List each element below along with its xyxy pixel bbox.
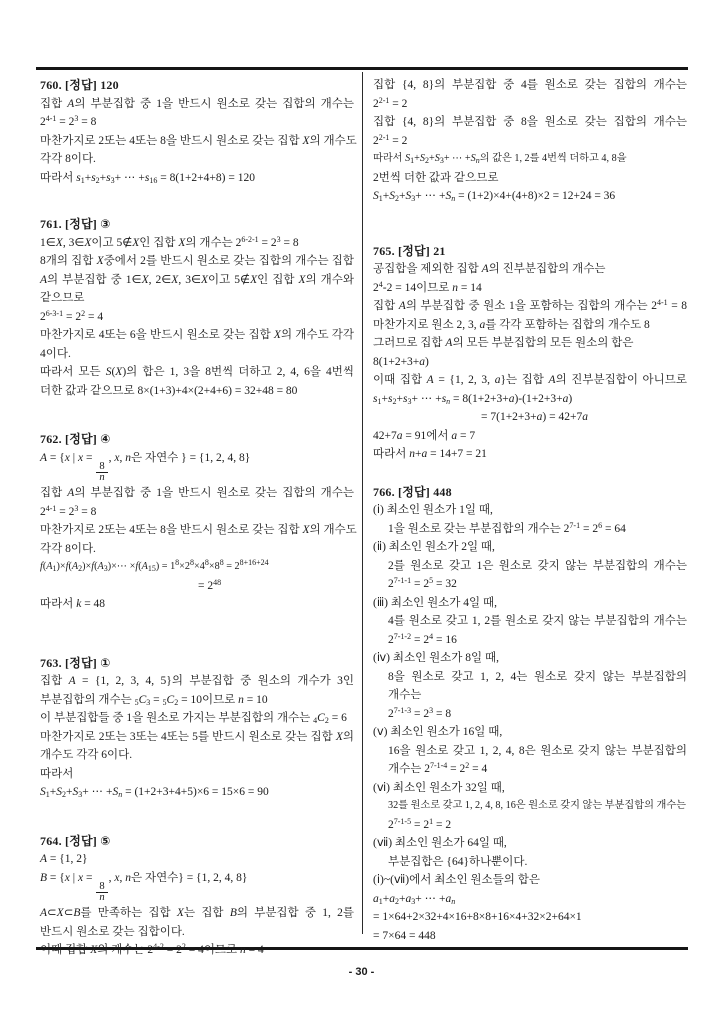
solution-762	[40, 430, 357, 614]
solution-line: 마찬가지로 4또는 6을 반드시 원소로 갖는 집합 X의 개수도 각각	[40, 329, 355, 341]
answer-label: [정답]	[398, 243, 430, 258]
solution-761	[40, 215, 354, 400]
solution-line: 이때 집합 A = {1, 2, 3, a}는 집합 A의 진부분집합이 아니므로	[373, 374, 687, 386]
solution-line: = 7(1+2+3+a) = 42+7a	[481, 411, 588, 423]
solution-line: 8개의 집합 X중에서 2를 반드시 원소로 갖는 집합의 개수는 집합	[40, 255, 355, 267]
problem-number: 762.	[40, 432, 62, 446]
answer-value: ⑤	[100, 833, 111, 848]
solution-line: 따라서 $S_1+S_2+S_3+$ ⋯ $+S_n$의 값은 1, 2를 4번씩 더하고 4, 8을	[373, 153, 627, 165]
solution-header	[40, 654, 354, 673]
solution-763	[40, 654, 354, 802]
solution-line: 8(1+2+3+a)	[373, 355, 429, 368]
solution-line: = 7×64 = 448	[373, 929, 436, 942]
solution-line: $2^{7-1-2} = 2^4 = 16$	[388, 631, 457, 646]
solution-line: 2번씩 더한 값과 같으므로	[373, 171, 499, 184]
problem-number: 761.	[40, 217, 62, 231]
solution-line: 1∈X, 3∈X이고 5∉X인 집합 X의 개수는 $2^{6-2-1} = 2^3 = 8$	[40, 234, 299, 249]
solution-line: 이때 집합 X의 개수는 $2^{4-2} = 2^2 = 4$이므로 n = 4	[40, 942, 264, 957]
problem-number: 760.	[40, 78, 62, 92]
solution-line: A의 부분집합 중 1∈X, 2∈X, 3∈X이고 5∉X인 집합 X의 개수와	[40, 273, 355, 286]
solution-line: 부분집합의 개수는 $_5C_3 = _5C_2 = 10$이므로 n = 10	[40, 693, 268, 707]
solution-line: 따라서 모든 S(X)의 합은 1, 3을 8번씩 더하고 2, 4, 6을 4번씩	[40, 366, 355, 378]
fraction: $\frac{8}{n}$	[96, 882, 107, 905]
solution-line: 따라서 k = 48	[40, 598, 106, 611]
solution-line: A = {x | x = $\frac{8}{n}$ , x, n은 자연수 } = {1, 2, 4, 8}	[40, 451, 251, 484]
solution-line: 더한 값과 같으므로 8×(1+3)+4×(2+4+6) = 32+48 = 80	[40, 384, 298, 397]
solution-line: 따라서 $s_1+s_2+s_3+$ ⋯ $+s_{16} = 8(1+2+4+8) = 120$	[40, 171, 255, 185]
solution-line: 같으므로	[40, 292, 85, 304]
solution-line: 1을 원소로 갖는 부분집합의 개수는 $2^{7-1} = 2^6 = 64$	[388, 520, 626, 535]
problem-number: 766.	[373, 484, 395, 499]
problem-number: 764.	[40, 833, 62, 848]
solution-line: 16을 원소로 갖고 1, 2, 4, 8은 원소로 갖지 않는 부분집합의	[388, 744, 687, 757]
solution-line: (ⅲ) 최소인 원소가 4일 때,	[373, 596, 497, 609]
solution-line: 2를 원소로 갖고 1은 원소로 갖지 않는 부분집합의 개수는	[388, 559, 687, 572]
page-number: - 30 -	[348, 966, 375, 978]
solution-line: 집합 {4, 8}의 부분집합 중 4를 원소로 갖는 집합의 개수는	[373, 79, 687, 91]
solution-line: 반드시 원소로 갖는 집합이다.	[40, 925, 185, 938]
solution-line: A⊂X⊂B를 만족하는 집합 X는 집합 B의 부분집합 중 1, 2를	[40, 907, 355, 920]
solution-header	[373, 242, 687, 261]
solution-line: 8을 원소로 갖고 1, 2, 4는 원소로 갖지 않는 부분집합의	[388, 670, 687, 683]
solution-line: (ⅶ) 최소인 원소가 64일 때,	[373, 837, 507, 849]
solution-line: = $2^{48}$	[198, 577, 222, 592]
solution-764	[40, 832, 354, 960]
solution-line: $f(A_1)\times f(A_2)\times f(A_3)\times\cdots \times f(A_{15}) = 1^8\times 2^8\times 4^8\times 8^8 = 2^{8+16+24}$	[40, 558, 269, 574]
solution-line: (ⅵ) 최소인 원소가 32일 때,	[373, 781, 505, 794]
solution-line: 4이다.	[40, 347, 71, 360]
answer-label: [정답]	[65, 217, 97, 231]
solution-line: 마찬가지로 원소 2, 3, a를 각각 포함하는 집합의 개수도 8	[373, 318, 650, 331]
solution-line: 집합 A의 부분집합 중 1을 반드시 원소로 갖는 집합의 개수는	[40, 97, 354, 110]
answer-label: [정답]	[398, 484, 430, 499]
solution-line: A = {1, 2}	[40, 853, 88, 866]
solution-line: $s_1+s_2+s_3+$ ⋯ $+s_n = 8(1+2+3+a)-(1+2+3+a)$	[373, 392, 573, 406]
answer-value: 21	[433, 243, 446, 258]
solution-header	[40, 76, 354, 95]
solution-line: $S_1+S_2+S_3+$ ⋯ $+S_n = (1+2+3+4+5)\times 6 = 15\times 6 = 90$	[40, 786, 269, 800]
solution-line: $2^{6-3-1} = 2^2 = 4$	[40, 308, 104, 323]
answer-value: 120	[100, 78, 119, 92]
solution-line: 집합 A의 부분집합 중 1을 반드시 원소로 갖는 집합의 개수는	[40, 487, 354, 500]
top-rule	[36, 67, 688, 70]
solution-line: 42+7a = 91에서 a = 7	[373, 429, 476, 442]
solution-765	[373, 242, 687, 464]
solution-line: 그러므로 집합 A의 모든 부분집합의 모든 원소의 합은	[373, 337, 634, 349]
solution-line: (ⅰ)~(ⅶ)에서 최소인 원소들의 합은	[373, 874, 540, 886]
solution-line: $2^{7-1-5} = 2^1 = 2$	[388, 816, 452, 831]
solution-line: 마찬가지로 2또는 3또는 4또는 5를 반드시 원소로 갖는 집합 X의	[40, 730, 354, 743]
solution-line: $a_1+a_2+a_3+$ ⋯ $+a_n$	[373, 892, 456, 906]
solution-line: (ⅳ) 최소인 원소가 8일 때,	[373, 652, 499, 664]
answer-value: ④	[100, 432, 111, 446]
solution-line: $2^{7-1-1} = 2^5 = 32$	[388, 576, 457, 590]
solution-line: (ⅴ) 최소인 원소가 16일 때,	[373, 726, 503, 738]
left-column	[40, 72, 357, 960]
solution-header	[40, 832, 354, 851]
solution-header	[40, 430, 354, 449]
solution-line: 이 부분집합들 중 1을 원소로 가지는 부분집합의 개수는 $_4C_2 = 6$	[40, 712, 347, 726]
answer-value: ③	[100, 217, 111, 231]
problem-number: 763.	[40, 655, 62, 670]
solution-line: 집합 A = {1, 2, 3, 4, 5}의 부분집합 중 원소의 개수가 3인	[40, 675, 354, 688]
answer-label: [정답]	[65, 833, 97, 848]
solution-line: $2^{7-1-3} = 2^3 = 8$	[388, 705, 452, 720]
solution-continuation	[373, 76, 687, 206]
solution-line: 개수도 각각 6이다.	[40, 749, 133, 762]
answer-label: [정답]	[65, 432, 97, 446]
solution-line: $2^{2-1} = 2$	[373, 95, 408, 110]
solution-line: $S_1+S_2+S_3+$ ⋯ $+S_n = (1+2)\times 4+(4+8)\times 2 = 12+24 = 36$	[373, 190, 616, 203]
solution-line: = 1×64+2×32+4×16+8×8+16×4+32×2+64×1	[373, 911, 582, 923]
solution-line: 따라서	[40, 767, 74, 780]
solution-line: 각각 8이다.	[40, 153, 96, 165]
solution-line: $2^{2-1} = 2$	[373, 132, 408, 147]
solution-line: (ⅱ) 최소인 원소가 2일 때,	[373, 541, 495, 553]
answer-value: 448	[433, 484, 452, 499]
answer-label: [정답]	[65, 78, 97, 92]
solution-line: 마찬가지로 2또는 4또는 8을 반드시 원소로 갖는 집합 X의 개수도	[40, 134, 357, 147]
solution-line: 집합 A의 부분집합 중 원소 1을 포함하는 집합의 개수는 $2^{4-1} = 8$	[373, 298, 687, 312]
solution-line: $2^{4-1} = 2^3 = 8$	[40, 114, 97, 128]
problem-number: 765.	[373, 243, 395, 258]
solution-line: 각각 8이다.	[40, 542, 96, 555]
solution-760	[40, 76, 357, 187]
column-divider	[362, 72, 363, 934]
solution-line: $2^4-2 = 14$이므로 n = 14	[373, 279, 482, 294]
solution-line: 32를 원소로 갖고 1, 2, 4, 8, 16은 원소로 갖지 않는 부분집합의 개수는	[388, 800, 687, 811]
solution-line: 공집합을 제외한 집합 A의 진부분집합의 개수는	[373, 263, 606, 275]
solution-line: 개수는 $2^{7-1-4} = 2^2 = 4$	[388, 761, 488, 775]
solution-header	[373, 483, 687, 502]
solution-line: 부분집합은 {64}하나뿐이다.	[388, 855, 528, 868]
solution-line: 마찬가지로 2또는 4또는 8을 반드시 원소로 갖는 집합 X의 개수도	[40, 524, 357, 537]
solution-line: 개수는	[388, 689, 422, 701]
answer-value: ①	[100, 655, 111, 670]
solution-line: (ⅰ) 최소인 원소가 1일 때,	[373, 504, 493, 516]
solution-line: $2^{4-1} = 2^3 = 8$	[40, 503, 97, 518]
fraction: $\frac{8}{n}$	[96, 462, 107, 485]
solution-766	[373, 483, 687, 946]
solution-line: 따라서 n+a = 14+7 = 21	[373, 448, 487, 460]
right-column	[373, 72, 687, 945]
solution-line: 4를 원소로 갖고 1, 2를 원소로 갖지 않는 부분집합의 개수는	[388, 615, 687, 627]
solution-line: 집합 {4, 8}의 부분집합 중 8을 원소로 갖는 집합의 개수는	[373, 116, 687, 128]
solution-line: B = {x | x = $\frac{8}{n}$ , x, n은 자연수} = {1, 2, 4, 8}	[40, 871, 248, 904]
answer-label: [정답]	[65, 655, 97, 670]
solution-header	[40, 215, 354, 234]
